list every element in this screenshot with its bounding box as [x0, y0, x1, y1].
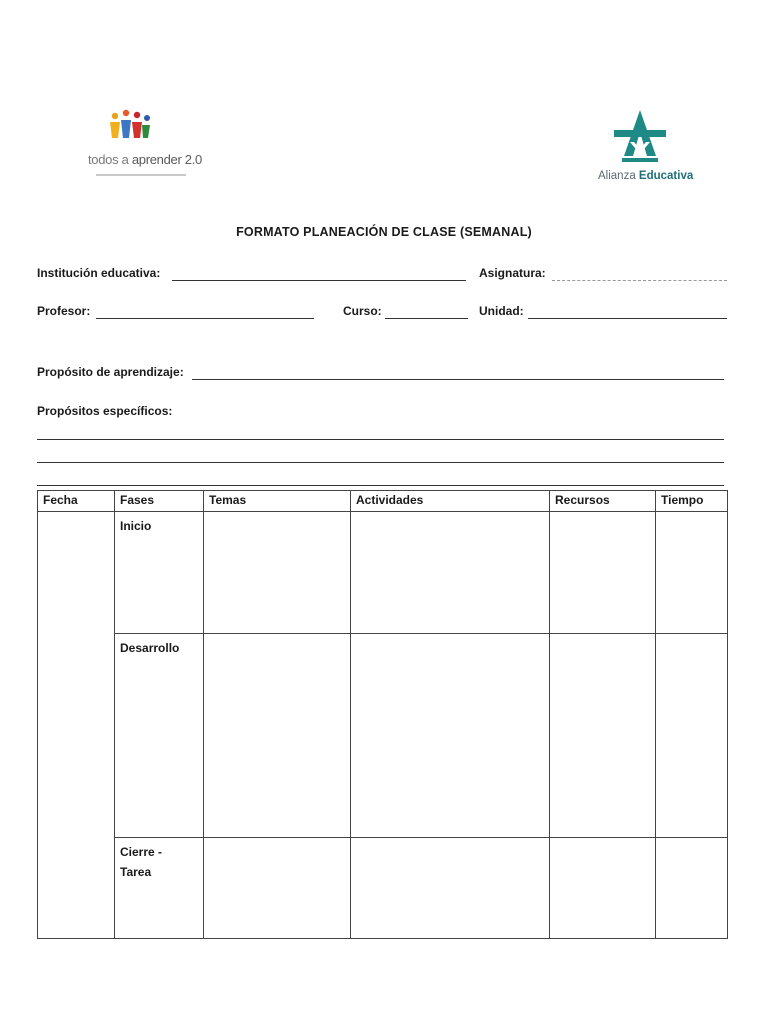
logo-left-tagline [96, 174, 186, 176]
profesor-label: Profesor: [37, 304, 91, 318]
institucion-label: Institución educativa: [37, 266, 161, 280]
temas-cell[interactable] [204, 837, 351, 938]
header-actividades: Actividades [351, 491, 550, 512]
logo-left-text: todos a aprender 2.0 [88, 152, 202, 167]
document-title: FORMATO PLANEACIÓN DE CLASE (SEMANAL) [236, 225, 532, 239]
especificos-line-1[interactable] [37, 439, 724, 440]
header-fases: Fases [115, 491, 204, 512]
proposito-label: Propósito de aprendizaje: [37, 365, 184, 379]
curso-label: Curso: [343, 304, 382, 318]
curso-field[interactable] [385, 318, 468, 319]
planning-table [37, 490, 728, 939]
actividades-cell[interactable] [351, 512, 550, 634]
recursos-cell[interactable] [550, 633, 656, 837]
tiempo-cell[interactable] [656, 633, 728, 837]
recursos-cell[interactable] [550, 512, 656, 634]
especificos-line-3[interactable] [37, 485, 724, 486]
phase-inicio: Inicio [115, 512, 204, 634]
phase-desarrollo: Desarrollo [115, 633, 204, 837]
asignatura-label: Asignatura: [479, 266, 546, 280]
unidad-field[interactable] [528, 318, 727, 319]
people-figures-icon [80, 108, 150, 150]
phase-cierre-tarea: Cierre - Tarea [115, 837, 204, 938]
institucion-field[interactable] [172, 280, 466, 281]
table-header-row [38, 491, 728, 512]
tiempo-cell[interactable] [656, 512, 728, 634]
asignatura-field[interactable] [552, 280, 727, 281]
profesor-field[interactable] [96, 318, 314, 319]
actividades-cell[interactable] [351, 633, 550, 837]
header-recursos: Recursos [550, 491, 656, 512]
header-temas: Temas [204, 491, 351, 512]
actividades-cell[interactable] [351, 837, 550, 938]
temas-cell[interactable] [204, 512, 351, 634]
alianza-educativa-logo [596, 108, 706, 198]
table-row [38, 837, 728, 938]
unidad-label: Unidad: [479, 304, 524, 318]
tiempo-cell[interactable] [656, 837, 728, 938]
logo-right-text: Alianza Educativa [598, 170, 694, 182]
temas-cell[interactable] [204, 633, 351, 837]
proposito-field[interactable] [192, 379, 724, 380]
especificos-label: Propósitos específicos: [37, 404, 173, 418]
todos-a-aprender-logo [80, 108, 200, 198]
table-row [38, 512, 728, 634]
header-fecha: Fecha [38, 491, 115, 512]
especificos-line-2[interactable] [37, 462, 724, 463]
fecha-cell[interactable] [38, 512, 115, 939]
recursos-cell[interactable] [550, 837, 656, 938]
table-row [38, 633, 728, 837]
header-tiempo: Tiempo [656, 491, 728, 512]
alianza-a-icon [610, 108, 670, 166]
